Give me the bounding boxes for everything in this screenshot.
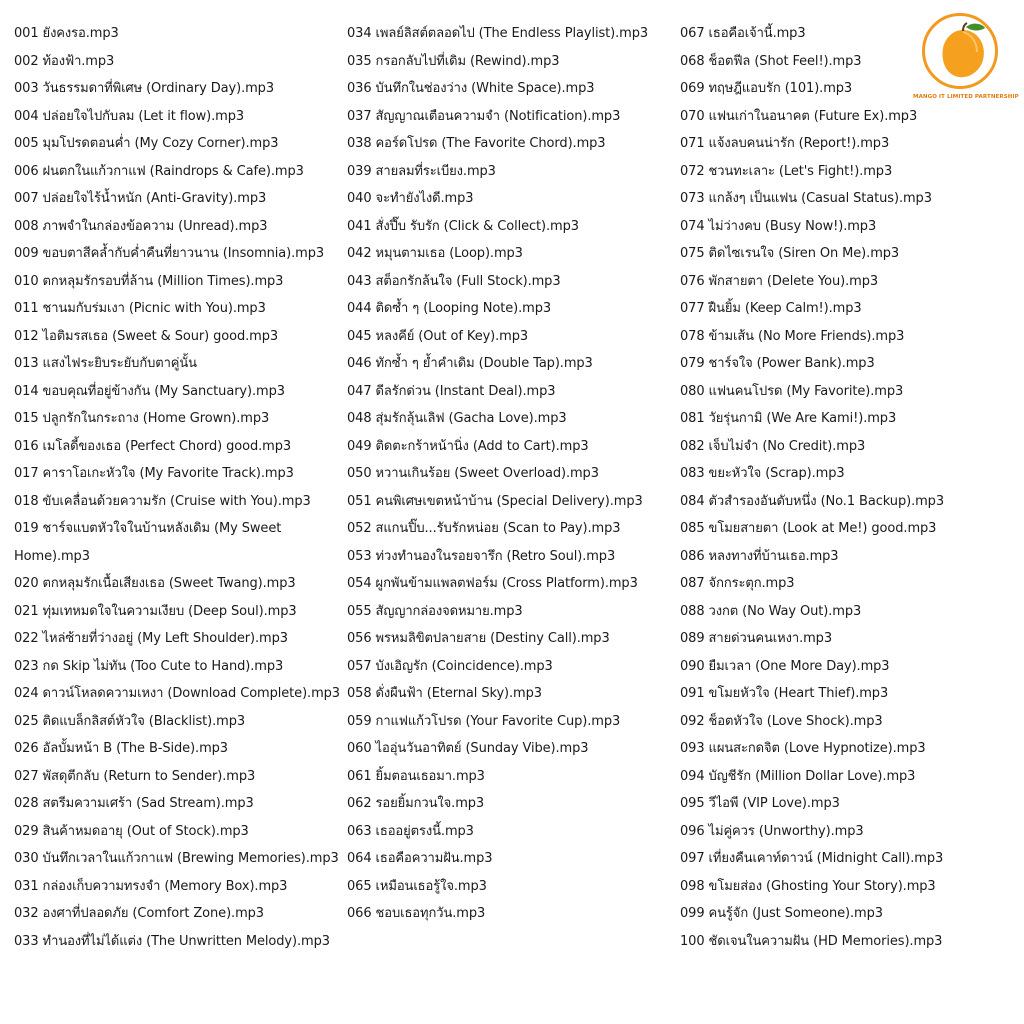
song-list-item: 047 ดีลรักด่วน (Instant Deal).mp3: [347, 383, 556, 399]
song-list-item: 038 คอร์ดโปรด (The Favorite Chord).mp3: [347, 136, 606, 151]
song-list-item: 010 ตกหลุมรักรอบที่ล้าน (Million Times).mp3: [14, 273, 284, 289]
song-list-item: 090 ยืมเวลา (One More Day).mp3: [680, 658, 890, 674]
song-list-item: 087 จักกระตุก.mp3: [680, 576, 795, 591]
song-list-item: 045 หลงคีย์ (Out of Key).mp3: [347, 328, 529, 344]
song-list-item: 039 สายลมที่ระเบียง.mp3: [347, 163, 496, 179]
song-list-item: 094 บัญชีรัก (Million Dollar Love).mp3: [680, 768, 916, 784]
song-list-item: 027 พัสดุตีกลับ (Return to Sender).mp3: [14, 768, 256, 784]
song-list-item: 068 ช็อตฟีล (Shot Feel!).mp3: [680, 53, 862, 69]
song-list-item: 063 เธออยู่ตรงนี้.mp3: [347, 823, 474, 839]
song-list-item: 022 ไหล่ซ้ายที่ว่างอยู่ (My Left Shoulder).mp3: [14, 631, 288, 646]
song-list-item: 056 พรหมลิขิตปลายสาย (Destiny Call).mp3: [347, 631, 610, 646]
song-list-item: 031 กล่องเก็บความทรงจำ (Memory Box).mp3: [14, 878, 288, 894]
song-list-item: 085 ขโมยสายตา (Look at Me!) good.mp3: [680, 521, 937, 536]
song-list-item: 076 พักสายตา (Delete You).mp3: [680, 273, 879, 289]
mango-logo: [913, 10, 1019, 110]
song-list-item: 024 ดาวน์โหลดความเหงา (Download Complete).mp3: [14, 686, 340, 701]
song-list-item: 034 เพลย์ลิสต์ตลอดไป (The Endless Playlist).mp3: [347, 26, 649, 41]
song-list-item: 067 เธอคือเจ้านี้.mp3: [680, 26, 806, 41]
song-list-item: 011 ชานมกับร่มเงา (Picnic with You).mp3: [14, 301, 266, 316]
song-list-item: 058 ดั่งผืนฟ้า (Eternal Sky).mp3: [347, 686, 542, 701]
song-list-item: 096 ไม่คู่ควร (Unworthy).mp3: [680, 823, 864, 839]
song-list-item: 023 กด Skip ไม่ทัน (Too Cute to Hand).mp3: [14, 658, 284, 674]
song-list-item: 083 ขยะหัวใจ (Scrap).mp3: [680, 466, 845, 481]
song-column-2: [347, 20, 677, 928]
song-list-item: 089 สายด่วนคนเหงา.mp3: [680, 631, 832, 646]
song-list-item: 002 ท้องฟ้า.mp3: [14, 53, 115, 69]
song-list-item: 065 เหมือนเธอรู้ใจ.mp3: [347, 878, 487, 894]
song-list-item: 035 กรอกลับไปที่เดิม (Rewind).mp3: [347, 53, 560, 69]
song-list-item: 009 ขอบตาสีคล้ำกับค่ำคืนที่ยาวนาน (Insomnia).mp3: [14, 246, 325, 261]
song-list-item: 099 คนรู้จัก (Just Someone).mp3: [680, 906, 883, 921]
song-list-item: 093 แผนสะกดจิต (Love Hypnotize).mp3: [680, 741, 926, 756]
song-list-item: 079 ชาร์จใจ (Power Bank).mp3: [680, 356, 875, 371]
song-list-item: 053 ท่วงทำนองในรอยจารึก (Retro Soul).mp3: [347, 548, 616, 564]
song-list-item: 075 ติดไซเรนใจ (Siren On Me).mp3: [680, 246, 900, 261]
song-list-item: 091 ขโมยหัวใจ (Heart Thief).mp3: [680, 686, 889, 701]
song-list-item: 015 ปลูกรักในกระถาง (Home Grown).mp3: [14, 411, 270, 426]
song-column-3: [680, 20, 1020, 955]
song-list-item: 021 ทุ่มเทหมดใจในความเงียบ (Deep Soul).mp3: [14, 603, 297, 619]
song-list-item: 059 กาแฟแก้วโปรด (Your Favorite Cup).mp3: [347, 713, 621, 729]
mango-icon: [933, 22, 991, 84]
song-list-item: 049 ติดตะกร้าหน้านิ่ง (Add to Cart).mp3: [347, 438, 589, 454]
song-list-item: 088 วงกต (No Way Out).mp3: [680, 603, 862, 619]
song-list-item: 066 ชอบเธอทุกวัน.mp3: [347, 906, 486, 921]
song-list-item: 081 วัยรุ่นกามิ (We Are Kami!).mp3: [680, 411, 897, 426]
song-list-item: 052 สแกนปิ๊บ...รับรักหน่อย (Scan to Pay).mp3: [347, 521, 621, 536]
song-list-item: 060 ไออุ่นวันอาทิตย์ (Sunday Vibe).mp3: [347, 741, 589, 756]
song-list-item: 014 ขอบคุณที่อยู่ข้างกัน (My Sanctuary).mp3: [14, 383, 285, 399]
song-list-item: 046 ทักซ้ำ ๆ ย้ำคำเดิม (Double Tap).mp3: [347, 356, 593, 371]
song-list-item: 019 ชาร์จแบตหัวใจในบ้านหลังเดิม (My Sweet: [14, 521, 282, 536]
song-list-item: 037 สัญญาณเตือนความจำ (Notification).mp3: [347, 108, 621, 124]
song-list-item: 036 บันทึกในช่องว่าง (White Space).mp3: [347, 81, 595, 96]
song-list-item: 064 เธอคือความฝัน.mp3: [347, 851, 493, 866]
song-list-item: 040 จะทำยังไงดี.mp3: [347, 191, 474, 206]
song-list-item: 006 ฝนตกในแก้วกาแฟ (Raindrops & Cafe).mp3: [14, 163, 304, 179]
song-list-item: 086 หลงทางที่บ้านเธอ.mp3: [680, 548, 839, 564]
song-list-item: 084 ตัวสำรองอันดับหนึ่ง (No.1 Backup).mp3: [680, 493, 944, 509]
song-list-item: 074 ไม่ว่างคบ (Busy Now!).mp3: [680, 218, 877, 234]
song-list-item: 007 ปล่อยใจไร้น้ำหนัก (Anti-Gravity).mp3: [14, 191, 267, 206]
song-list-item: 001 ยังคงรอ.mp3: [14, 26, 119, 41]
song-list-item: 062 รอยยิ้มกวนใจ.mp3: [347, 796, 485, 811]
song-list-item: 100 ชัดเจนในความฝัน (HD Memories).mp3: [680, 933, 943, 949]
song-list-item: 028 สตรีมความเศร้า (Sad Stream).mp3: [14, 796, 254, 811]
song-list-item: 003 วันธรรมดาที่พิเศษ (Ordinary Day).mp3: [14, 81, 274, 96]
song-list-item: 098 ขโมยส่อง (Ghosting Your Story).mp3: [680, 878, 936, 894]
song-list-item: 032 องศาที่ปลอดภัย (Comfort Zone).mp3: [14, 906, 264, 921]
song-list-item: 072 ชวนทะเลาะ (Let's Fight!).mp3: [680, 163, 893, 179]
song-list-item: 070 แฟนเก่าในอนาคต (Future Ex).mp3: [680, 108, 918, 124]
song-list-item: 033 ทำนองที่ไม่ได้แต่ง (The Unwritten Melody).mp3: [14, 933, 330, 949]
song-list-item: 043 สต็อกรักล้นใจ (Full Stock).mp3: [347, 273, 561, 289]
song-list-item: 018 ขับเคลื่อนด้วยความรัก (Cruise with You).mp3: [14, 493, 311, 509]
song-list-item: 008 ภาพจำในกล่องข้อความ (Unread).mp3: [14, 218, 268, 234]
song-list-item: 017 คาราโอเกะหัวใจ (My Favorite Track).mp3: [14, 466, 294, 481]
song-list-item: 057 บังเอิญรัก (Coincidence).mp3: [347, 658, 553, 674]
song-list-item: 025 ติดแบล็กลิสต์หัวใจ (Blacklist).mp3: [14, 713, 246, 729]
song-list-item: 030 บันทึกเวลาในแก้วกาแฟ (Brewing Memories).mp3: [14, 851, 339, 866]
song-list-item: 082 เจ็บไม่จำ (No Credit).mp3: [680, 438, 866, 454]
song-list-item: 048 สุ่มรักลุ้นเลิฟ (Gacha Love).mp3: [347, 411, 567, 426]
song-list-item: 078 ข้ามเส้น (No More Friends).mp3: [680, 328, 905, 344]
song-list-item: 005 มุมโปรดตอนค่ำ (My Cozy Corner).mp3: [14, 136, 279, 151]
song-list-item: 077 ฝืนยิ้ม (Keep Calm!).mp3: [680, 301, 862, 316]
song-list-item: 097 เที่ยงคืนเคาท์ดาวน์ (Midnight Call).mp3: [680, 851, 944, 866]
song-list-item: 061 ยิ้มตอนเธอมา.mp3: [347, 768, 485, 784]
song-list-item: 013 แสงไฟระยิบระยับกับตาคู่นั้น: [14, 356, 197, 371]
song-list-item: 092 ช็อตหัวใจ (Love Shock).mp3: [680, 713, 883, 729]
song-list-item: 042 หมุนตามเธอ (Loop).mp3: [347, 246, 523, 261]
song-list-item: 029 สินค้าหมดอายุ (Out of Stock).mp3: [14, 823, 249, 839]
song-list-item: 041 สั่งปึ๊บ รับรัก (Click & Collect).mp3: [347, 218, 579, 234]
song-list-item: 071 แจ้งลบคนน่ารัก (Report!).mp3: [680, 136, 890, 151]
song-list-item: 054 ผูกพันข้ามแพลตฟอร์ม (Cross Platform).mp3: [347, 576, 638, 591]
song-list-item: 044 ติดซ้ำ ๆ (Looping Note).mp3: [347, 301, 552, 316]
song-list-item: 069 ทฤษฎีแอบรัก (101).mp3: [680, 81, 853, 96]
song-list-item: Home).mp3: [14, 548, 90, 564]
song-column-1: [14, 20, 344, 955]
song-list-item: 020 ตกหลุมรักเนื้อเสียงเธอ (Sweet Twang).mp3: [14, 576, 296, 591]
song-list-item: 095 วีไอพี (VIP Love).mp3: [680, 796, 840, 811]
logo-caption: MANGO IT LIMITED PARTNERSHIP: [913, 94, 1019, 100]
song-list-item: 050 หวานเกินร้อย (Sweet Overload).mp3: [347, 466, 599, 481]
song-list-item: 080 แฟนคนโปรด (My Favorite).mp3: [680, 383, 904, 399]
song-list-item: 016 เมโลดี้ของเธอ (Perfect Chord) good.mp3: [14, 438, 292, 454]
song-list-item: 004 ปล่อยใจไปกับลม (Let it flow).mp3: [14, 108, 245, 124]
song-list-item: 012 ไอติมรสเธอ (Sweet & Sour) good.mp3: [14, 328, 279, 344]
song-list-item: 073 แกล้งๆ เป็นแฟน (Casual Status).mp3: [680, 191, 932, 206]
song-list-item: 026 อัลบั้มหน้า B (The B-Side).mp3: [14, 741, 228, 756]
song-list-item: 055 สัญญากล่องจดหมาย.mp3: [347, 603, 523, 619]
song-list-item: 051 คนพิเศษเขตหน้าบ้าน (Special Delivery).mp3: [347, 493, 643, 509]
